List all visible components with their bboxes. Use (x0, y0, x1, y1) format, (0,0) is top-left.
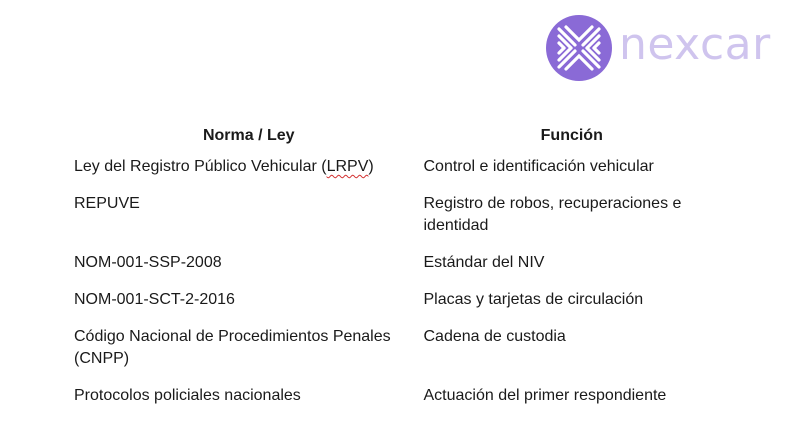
funcion-cell: Placas y tarjetas de circulación (423, 291, 644, 308)
table-row (66, 286, 720, 323)
norma-cell: Código Nacional de Procedimientos Penales (CNPP) (74, 328, 391, 367)
table-row (66, 249, 720, 286)
table-row (66, 382, 720, 419)
funcion-cell: Actuación del primer respondiente (423, 387, 667, 404)
nexcar-logo (545, 14, 771, 82)
table-row (66, 153, 720, 190)
funcion-cell: Estándar del NIV (423, 254, 545, 271)
funcion-cell: Control e identificación vehicular (423, 158, 654, 175)
funcion-cell: Cadena de custodia (423, 328, 566, 345)
table-header-row (66, 119, 720, 153)
table-row (66, 323, 720, 382)
norma-cell: NOM-001-SCT-2-2016 (74, 291, 235, 308)
norma-cell: Protocolos policiales nacionales (74, 387, 301, 404)
norma-text-prefix: Ley del Registro Público Vehicular ( (74, 158, 327, 175)
header-funcion: Función (540, 127, 603, 144)
norms-table (66, 119, 720, 419)
table-row (66, 190, 720, 249)
norma-cell: NOM-001-SSP-2008 (74, 254, 222, 271)
spellcheck-flagged-word: LRPV (326, 158, 369, 175)
funcion-cell: Registro de robos, recuperaciones e identidad (423, 195, 682, 234)
header-norma: Norma / Ley (202, 127, 295, 144)
nexcar-logo-mark-icon (545, 14, 613, 82)
norma-text-suffix: ) (368, 158, 374, 175)
norma-cell: REPUVE (74, 195, 140, 212)
norma-cell (66, 153, 424, 190)
brand-name: nexcar (619, 19, 771, 70)
